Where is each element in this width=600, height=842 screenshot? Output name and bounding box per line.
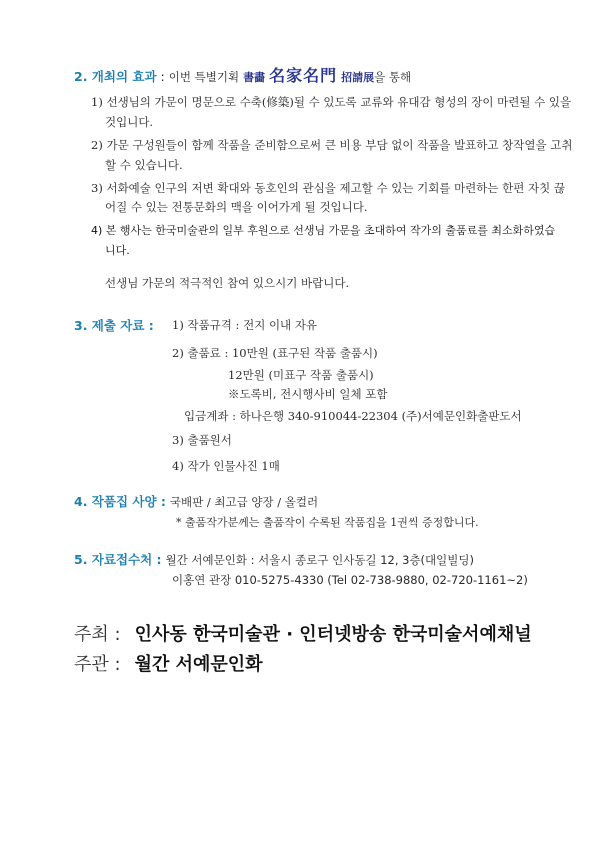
section2-intro-suffix: 을 통해 [374, 70, 412, 84]
section3-item-2-line1: 2) 출품료 : 10만원 (표구된 작품 출품시) [172, 346, 378, 360]
section3-item-4: 4) 작가 인물사진 1매 [172, 459, 280, 473]
section4-note: * 출품작가분께는 출품작이 수록된 작품집을 1권씩 증정합니다. [176, 516, 479, 529]
section3-heading: 3. 제출 자료 : [74, 318, 154, 333]
host-value: 인사동 한국미술관 · 인터넷방송 한국미술서예채널 [134, 624, 532, 645]
section2-intro-prefix: 이번 특별기획 [168, 70, 240, 84]
section2-item-2-line2: 할 수 있습니다. [105, 158, 183, 172]
section5-line1: 월간 서예문인화 : 서울시 종로구 인사동길 12, 3층(대일빌딩) [165, 553, 474, 567]
manage-line [74, 650, 263, 676]
host-line [74, 620, 532, 646]
section3-item-3: 3) 출품원서 [172, 433, 232, 447]
manage-label: 주관 : [74, 654, 121, 675]
manage-value: 월간 서예문인화 [134, 654, 263, 675]
section5-line2: 이홍연 관장 010-5275-4330 (Tel 02-738-9880, 02-720-1161~2) [172, 573, 528, 587]
section2-item-3-line1: 3) 서화예술 인구의 저변 확대와 동호인의 관심을 제고할 수 있는 기회를 마련하는 한편 자칫 끊 [91, 181, 566, 195]
section4-spec: 국배판 / 최고급 양장 / 올컬러 [169, 495, 319, 509]
section5-heading: 5. 자료접수처 : [74, 552, 162, 567]
section2-item-4-line1: 4) 본 행사는 한국미술관의 일부 후원으로 선생님 가문을 초대하여 작가의 출품료를 최소화하였습 [91, 224, 556, 237]
section2-item-3-line2: 어질 수 있는 전통문화의 맥을 이어가게 될 것입니다. [105, 200, 368, 214]
section2-heading-line [74, 63, 411, 86]
section3-item-1: 1) 작품규격 : 전지 이내 자유 [172, 318, 318, 332]
section2-closing: 선생님 가문의 적극적인 참여 있으시기 바랍니다. [105, 276, 350, 290]
section4-heading: 4. 작품집 사양 : [74, 494, 166, 509]
section2-item-1-line1: 1) 선생님의 가문이 명문으로 수축(修築)될 수 있도록 교류와 유대감 형성의 장이 마련될 수 있을 [91, 95, 572, 109]
section2-item-1-line2: 것입니다. [105, 115, 154, 129]
section3-account: 입금계좌 : 하나은행 340-910044-22304 (주)서예문인화출판도서 [184, 409, 522, 423]
section3-item-2-line2: 12만원 (미표구 작품 출품시) [228, 368, 374, 382]
section2-item-2-line1: 2) 가문 구성원들이 함께 작품을 준비함으로써 큰 비용 부담 없이 작품을 발표하고 창작열을 고취 [91, 138, 573, 152]
section4-line [74, 492, 318, 510]
host-label: 주최 : [74, 624, 121, 645]
brand-small-2: 招請展 [341, 71, 375, 84]
brand-small-1: 書畵 [243, 71, 266, 84]
section2-colon: : [160, 69, 165, 84]
section2-heading: 2. 개최의 효과 [74, 69, 157, 84]
brand-large: 名家名門 [269, 66, 338, 85]
section2-item-4-line2: 니다. [105, 244, 130, 257]
section3-item-2-note: ※도록비, 전시행사비 일체 포함 [228, 387, 388, 401]
section5-line [74, 550, 474, 568]
